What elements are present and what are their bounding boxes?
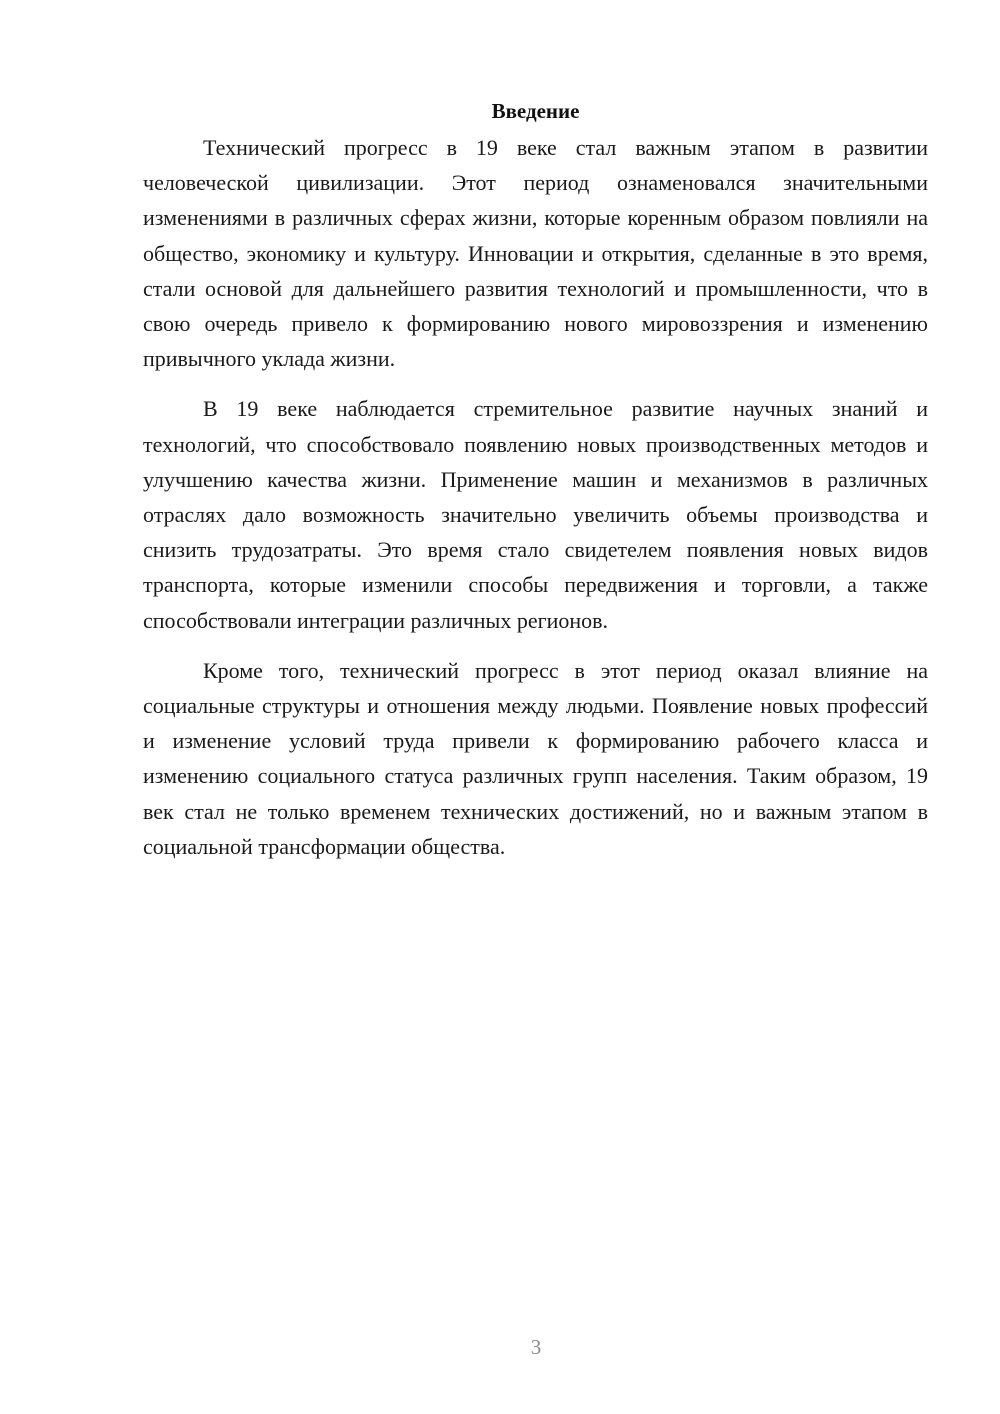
paragraph-3: Кроме того, технический прогресс в этот период оказал влияние на социальные структуры и отношения между людьми. Появление новых профессий и изменение условий труда привели к формированию рабочего класса и изменению социального статуса различных групп населения. Таким образом, 19 век стал не только временем технических достижений, но и важным этапом в социальной трансформации общества. — [143, 657, 928, 859]
paragraph-2: В 19 веке наблюдается стремительное развитие научных знаний и технологий, что способствовало появлению новых производственных методов и улучшению качества жизни. Применение машин и механизмов в различных отраслях дало возможность значительно увеличить объемы производства и снизить трудозатраты. Это время стало свидетелем появления новых видов транспорта, которые изменили способы передвижения и торговли, а также способствовали интеграции различных регионов. — [143, 396, 928, 633]
page-content — [143, 96, 928, 879]
page-number: 3 — [530, 1335, 542, 1359]
paragraph-1: Технический прогресс в 19 веке стал важным этапом в развитии человеческой цивилизации. Этот период ознаменовался значительными изменениями в различных сферах жизни, которые коренным образом повлияли на общество, экономику и культуру. Инновации и открытия, сделанные в это время, стали основой для дальнейшего развития технологий и промышленности, что в свою очередь привело к формированию нового мировоззрения и изменению привычного уклада жизни. — [143, 135, 928, 372]
section-title: Введение — [491, 99, 580, 123]
